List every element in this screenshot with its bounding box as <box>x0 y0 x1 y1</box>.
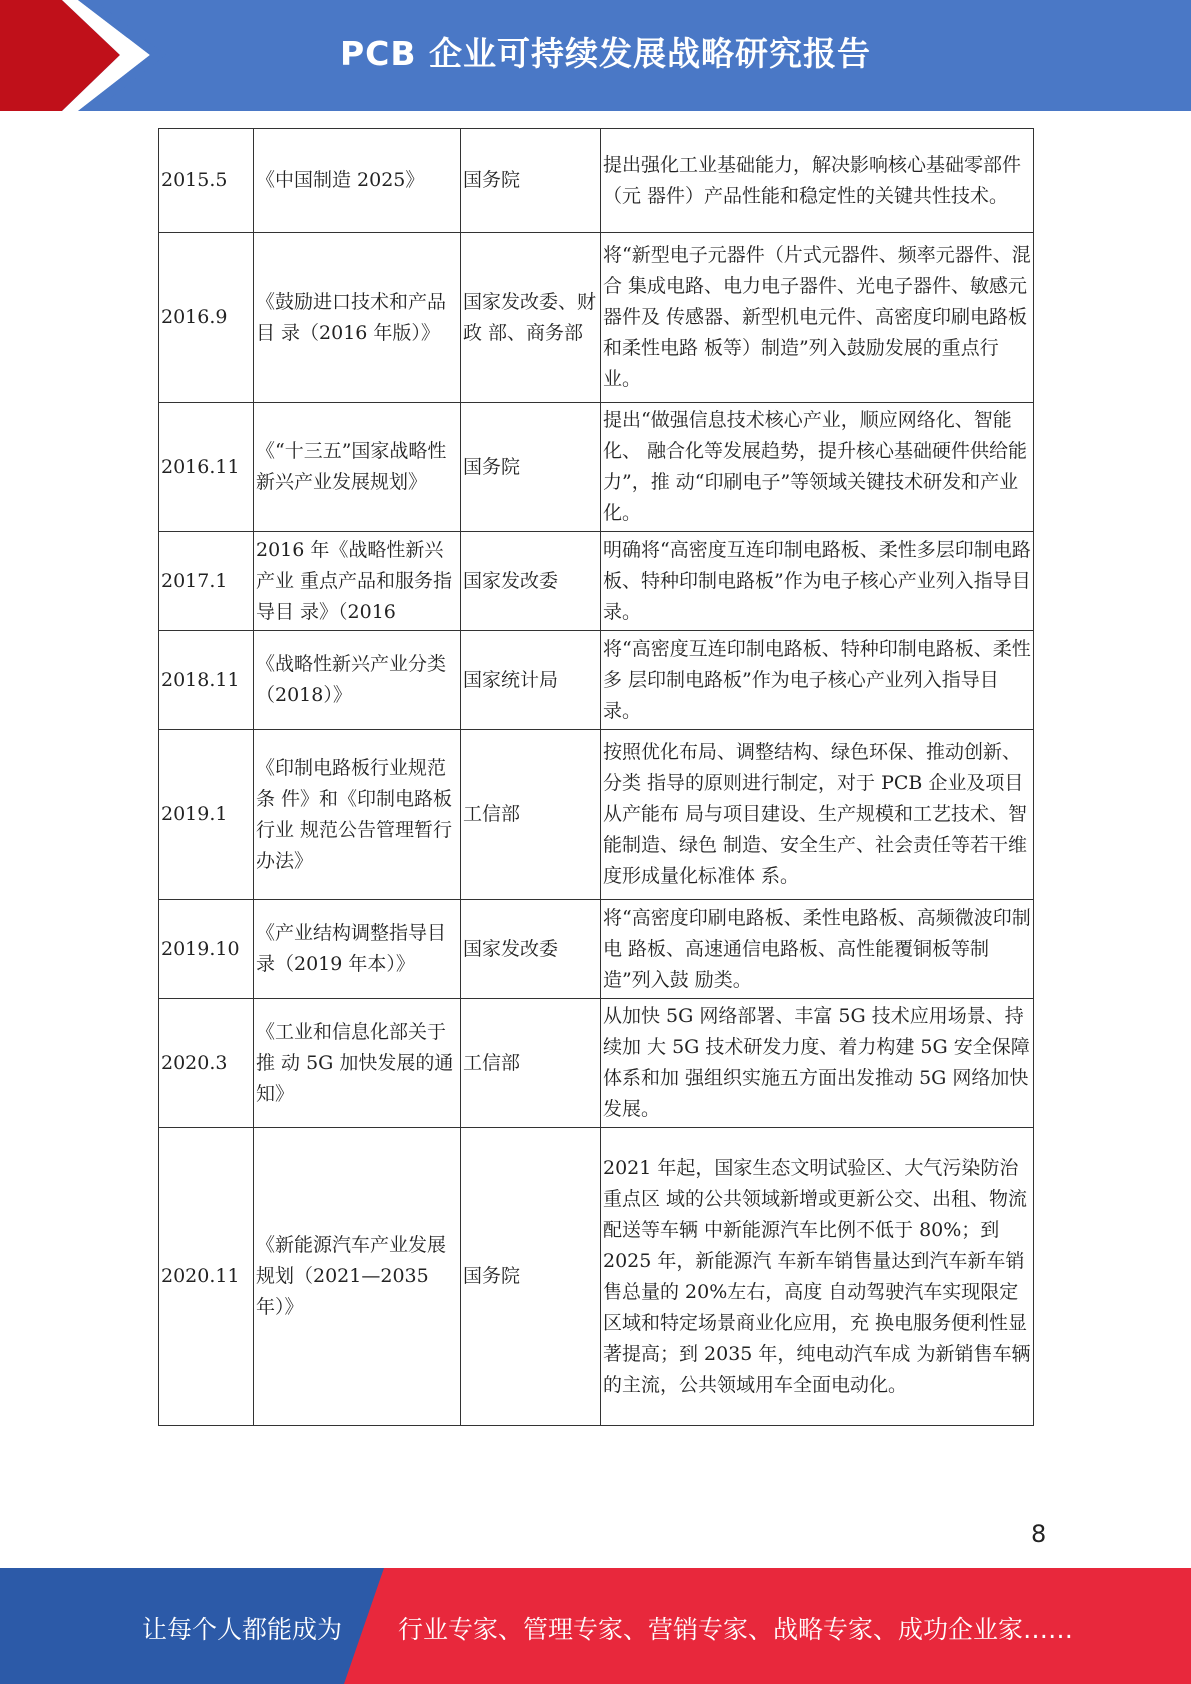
row-date: 2020.11 <box>159 1128 254 1426</box>
row-content: 将“新型电子元器件（片式元器件、频率元器件、混合 集成电路、电力电子器件、光电子器件、敏感元器件及 传感器、新型机电元件、高密度印刷电路板和柔性电路 板等）制造”列入鼓励发展的重点行业。 <box>601 233 1034 403</box>
row-department: 国家统计局 <box>461 631 601 730</box>
row-content: 明确将“高密度互连印制电路板、柔性多层印制电路 板、特种印制电路板”作为电子核心产业列入指导目 录。 <box>601 532 1034 631</box>
row-department: 国务院 <box>461 403 601 532</box>
page-number: 8 <box>1031 1520 1047 1548</box>
row-date: 2016.9 <box>159 233 254 403</box>
row-content: 2021 年起，国家生态文明试验区、大气污染防治重点区 域的公共领域新增或更新公交、出租、物流配送等车辆 中新能源汽车比例不低于 80%；到 2025 年，新能源汽 车新车销售量达到汽车新车销售总量的 20%左右，高度 自动驾驶汽车实现限定区域和特定场景商业化应用，充 换电服务便利性显著提高；到 2035 年，纯电动汽车成 为新销售车辆的主流，公共领域用车全面电动化。 <box>601 1128 1034 1426</box>
table-row <box>159 1128 1034 1426</box>
row-policy-name: 《“十三五”国家战略性 新兴产业发展规划》 <box>254 403 461 532</box>
row-date: 2019.10 <box>159 900 254 999</box>
row-content: 将“高密度互连印制电路板、特种印制电路板、柔性多 层印制电路板”作为电子核心产业列入指导目录。 <box>601 631 1034 730</box>
row-policy-name: 《工业和信息化部关于推 动 5G 加快发展的通知》 <box>254 999 461 1128</box>
row-content: 将“高密度印刷电路板、柔性电路板、高频微波印制电 路板、高速通信电路板、高性能覆铜板等制造”列入鼓 励类。 <box>601 900 1034 999</box>
row-department: 工信部 <box>461 730 601 900</box>
document-title: PCB 企业可持续发展战略研究报告 <box>340 34 872 73</box>
table-row <box>159 900 1034 999</box>
row-department: 国家发改委、财政 部、商务部 <box>461 233 601 403</box>
table-row <box>159 730 1034 900</box>
row-date: 2016.11 <box>159 403 254 532</box>
row-date: 2015.5 <box>159 129 254 233</box>
row-date: 2020.3 <box>159 999 254 1128</box>
table-row <box>159 129 1034 233</box>
row-date: 2019.1 <box>159 730 254 900</box>
row-department: 国家发改委 <box>461 900 601 999</box>
row-content: 按照优化布局、调整结构、绿色环保、推动创新、分类 指导的原则进行制定，对于 PCB 企业及项目从产能布 局与项目建设、生产规模和工艺技术、智能制造、绿色 制造、安全生产、社会责任等若干维度形成量化标准体 系。 <box>601 730 1034 900</box>
row-date: 2017.1 <box>159 532 254 631</box>
table-row <box>159 403 1034 532</box>
row-department: 工信部 <box>461 999 601 1128</box>
row-department: 国家发改委 <box>461 532 601 631</box>
row-content: 提出“做强信息技术核心产业，顺应网络化、智能化、 融合化等发展趋势，提升核心基础硬件供给能力”，推 动“印刷电子”等领域关键技术研发和产业化。 <box>601 403 1034 532</box>
row-date: 2018.11 <box>159 631 254 730</box>
row-department: 国务院 <box>461 1128 601 1426</box>
row-policy-name: 《中国制造 2025》 <box>254 129 461 233</box>
row-content: 提出强化工业基础能力，解决影响核心基础零部件（元 器件）产品性能和稳定性的关键共性技术。 <box>601 129 1034 233</box>
table-row <box>159 532 1034 631</box>
row-department: 国务院 <box>461 129 601 233</box>
row-policy-name: 2016 年《战略性新兴产业 重点产品和服务指导目 录》（2016 <box>254 532 461 631</box>
table-row <box>159 233 1034 403</box>
footer-slogan-right: 行业专家、管理专家、营销专家、战略专家、成功企业家…… <box>398 1615 1074 1644</box>
page-footer <box>0 1568 1191 1684</box>
row-policy-name: 《鼓励进口技术和产品目 录（2016 年版）》 <box>254 233 461 403</box>
row-policy-name: 《产业结构调整指导目录（2019 年本）》 <box>254 900 461 999</box>
table-row <box>159 631 1034 730</box>
row-policy-name: 《印制电路板行业规范条 件》和《印制电路板行业 规范公告管理暂行办法》 <box>254 730 461 900</box>
row-policy-name: 《新能源汽车产业发展规划（2021—2035 年）》 <box>254 1128 461 1426</box>
table-row <box>159 999 1034 1128</box>
footer-slogan-left: 让每个人都能成为 <box>142 1615 343 1644</box>
row-content: 从加快 5G 网络部署、丰富 5G 技术应用场景、持续加 大 5G 技术研发力度、着力构建 5G 安全保障体系和加 强组织实施五方面出发推动 5G 网络加快发展。 <box>601 999 1034 1128</box>
policy-table <box>158 128 1034 1426</box>
page-header <box>0 0 1191 111</box>
row-policy-name: 《战略性新兴产业分类（2018）》 <box>254 631 461 730</box>
